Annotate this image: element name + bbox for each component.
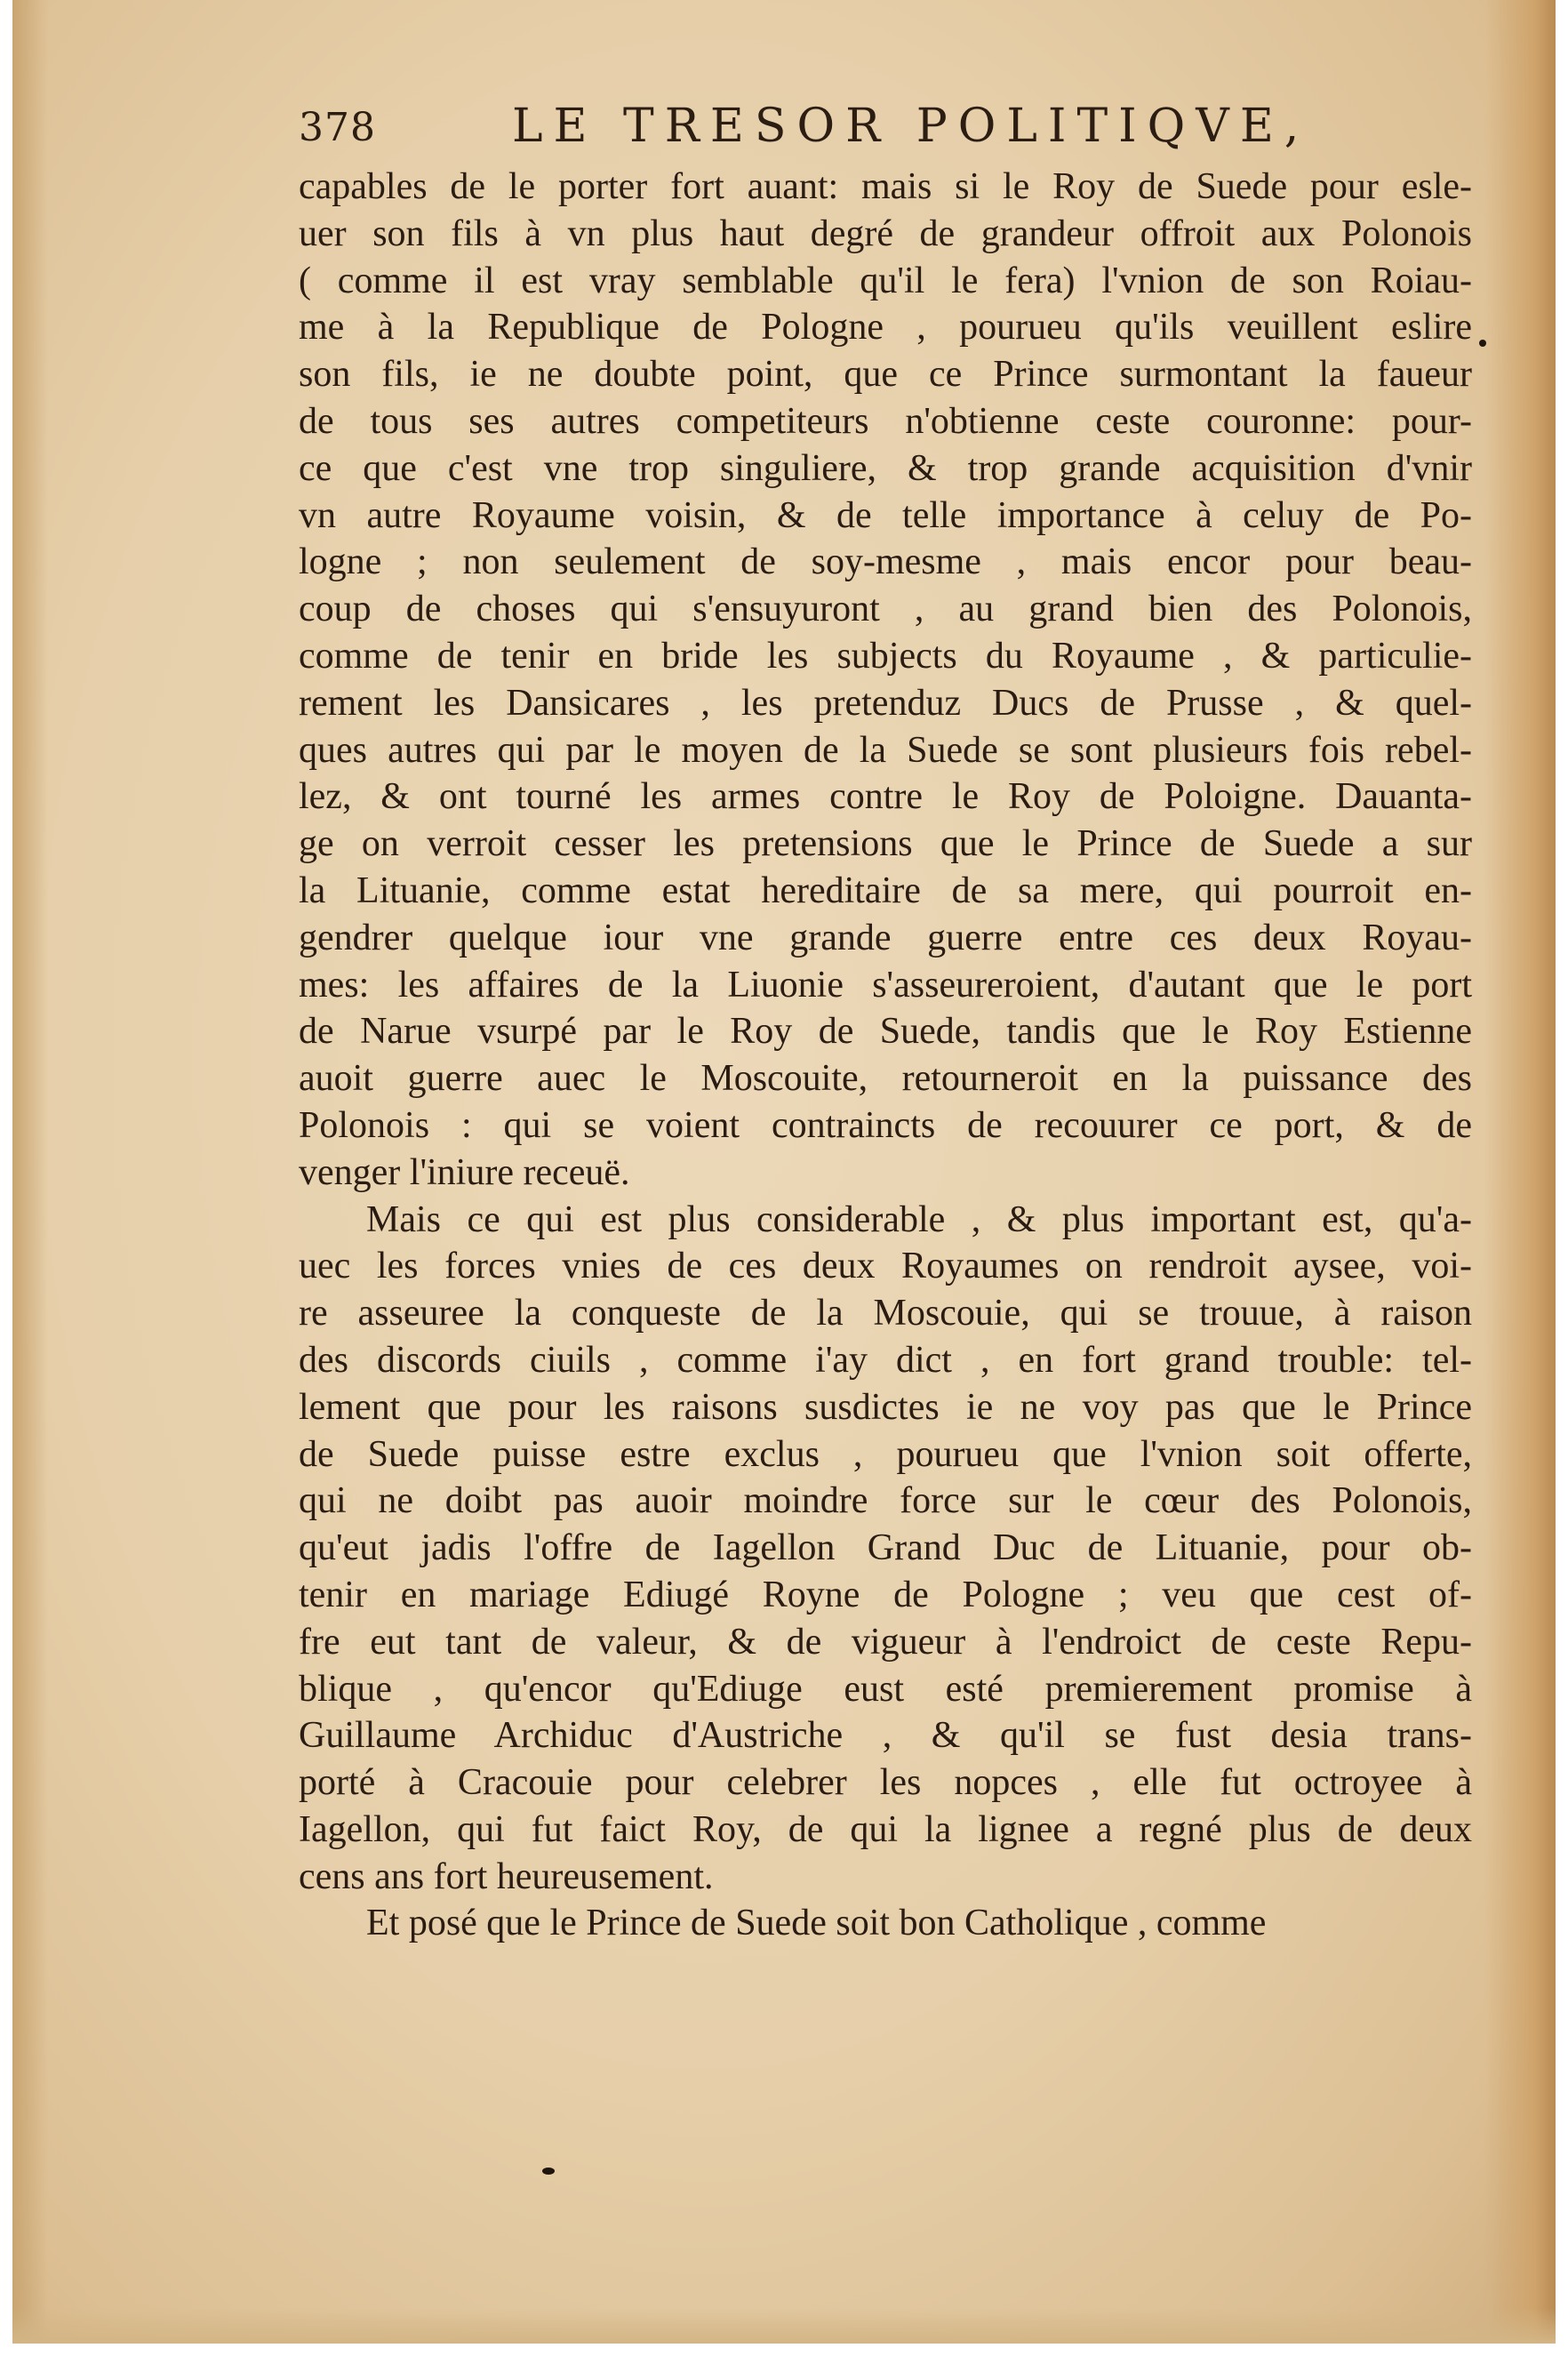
text-line: tenir en mariage Ediugé Royne de Pologne ; veu que cest of- [299,1574,1472,1615]
text-line: rement les Dansicares , les pretenduz Ducs de Prusse , & quel- [299,682,1472,724]
text-line: uer son fils à vn plus haut degré de grandeur offroit aux Polonois [299,212,1472,254]
text-line: ce que c'est vne trop singuliere, & trop grande acquisition d'vnir [299,447,1472,489]
text-line: Et posé que le Prince de Suede soit bon Catholique , comme [366,1903,1267,1944]
text-line: ( comme il est vray semblable qu'il le fera) l'vnion de son Roiau- [299,260,1472,301]
page-edge-shadow-bottom [12,2308,1556,2344]
text-line: re asseuree la conqueste de la Moscouie, qui se trouue, à raison [299,1293,1472,1334]
text-line: uec les forces vnies de ces deux Royaumes on rendroit aysee, voi- [299,1246,1472,1287]
text-line: la Lituanie, comme estat hereditaire de sa mere, qui pourroit en- [299,869,1472,911]
text-line: de Suede puisse estre exclus , pourueu que l'vnion soit offerte, [299,1433,1472,1475]
page-edge-shadow-right [1484,0,1556,2344]
text-line: lement que pour les raisons susdictes ie ne voy pas que le Prince [299,1386,1472,1428]
text-line: lez, & ont tourné les armes contre le Roy de Poloigne. Dauanta- [299,776,1472,818]
text-line: coup de choses qui s'ensuyuront , au grand bien des Polonois, [299,589,1472,630]
text-line: Mais ce qui est plus considerable , & plus important est, qu'a- [366,1198,1472,1240]
text-line: vn autre Royaume voisin, & de telle importance à celuy de Po- [299,494,1472,536]
text-line: porté à Cracouie pour celebrer les nopces , elle fut octroyee à [299,1762,1472,1804]
text-line: qu'eut jadis l'offre de Iagellon Grand Duc de Lituanie, pour ob- [299,1527,1472,1569]
ink-blot [1479,340,1486,347]
page-number: 378 [299,105,376,150]
text-line: de Narue vsurpé par le Roy de Suede, tandis que le Roy Estienne [299,1011,1472,1053]
text-line: blique , qu'encor qu'Ediuge eust esté premierement promise à [299,1668,1472,1710]
text-line: mes: les affaires de la Liuonie s'asseureroient, d'autant que le port [299,964,1472,1006]
text-line: fre eut tant de valeur, & de vigueur à l'endroict de ceste Repu- [299,1621,1472,1663]
text-line: auoit guerre auec le Moscouite, retourneroit en la puissance des [299,1058,1472,1100]
text-line: ge on verroit cesser les pretensions que le Prince de Suede a sur [299,823,1472,865]
text-body [299,164,1472,1947]
text-line: ques autres qui par le moyen de la Suede se sont plusieurs fois rebel- [299,729,1472,771]
text-line: qui ne doibt pas auoir moindre force sur le cœur des Polonois, [299,1480,1472,1522]
text-line: Iagellon, qui fut faict Roy, de qui la lignee a regné plus de deux [299,1808,1472,1850]
text-line: de tous ses autres competiteurs n'obtienne ceste couronne: pour- [299,400,1472,442]
text-line: venger l'iniure receuë. [299,1151,630,1193]
text-line: gendrer quelque iour vne grande guerre entre ces deux Royau- [299,917,1472,958]
text-line: son fils, ie ne doubte point, que ce Prince surmontant la faueur [299,354,1472,396]
text-line: logne ; non seulement de soy-mesme , mais encor pour beau- [299,541,1472,583]
paragraph [299,1900,1472,1947]
paragraph [299,164,1472,1197]
text-line: Polonois : qui se voient contraincts de recouurer ce port, & de [299,1104,1472,1146]
text-line: me à la Republique de Pologne , pourueu qu'ils veuillent eslire [299,307,1472,349]
text-line: comme de tenir en bride les subjects du Royaume , & particulie- [299,635,1472,677]
paragraph [299,1197,1472,1901]
page-edge-shadow-left [12,0,48,2344]
book-page [12,0,1556,2344]
ink-blot [542,2168,555,2175]
text-line: capables de le porter fort auant: mais si le Roy de Suede pour esle- [299,166,1472,207]
book-title: LE TRESOR POLITIQVE, [512,100,1310,153]
running-head [299,96,1472,158]
text-line: cens ans fort heureusement. [299,1855,714,1897]
text-line: des discords ciuils , comme i'ay dict , en fort grand trouble: tel- [299,1339,1472,1381]
text-line: Guillaume Archiduc d'Austriche , & qu'il se fust desia trans- [299,1715,1472,1757]
